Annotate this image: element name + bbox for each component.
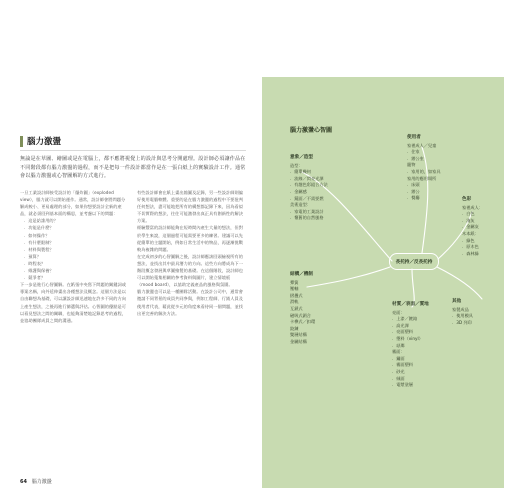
branch-misc	[452, 299, 473, 326]
branch-heading: 色彩	[462, 197, 472, 202]
section-marker	[20, 136, 23, 147]
body-column-left	[20, 189, 129, 324]
branch-item: 鉸鍊	[290, 325, 299, 331]
branch-item: ．床頭	[407, 182, 420, 188]
branch-item: ．綠色	[462, 237, 475, 243]
paragraph: 腦力激盪也可以是一種團隊活動。在設計公司中，通常會邀請不同背景的成員共同參與，例如工程師、行銷人員及使用者代表，藉此從多元的角度來看待同一個問題，並找出更完善的解決方法。	[137, 289, 243, 316]
list-item: ．預算？	[24, 253, 41, 259]
branch-item: ．高光澤	[392, 322, 409, 328]
mind-map-center-node: 長托持／反長托持	[389, 253, 439, 270]
branch-item: 雙層結構	[290, 332, 307, 338]
connector-material	[307, 267, 390, 287]
branch-item: 美術造型：	[290, 202, 311, 208]
branch-item: 彈簧	[290, 279, 299, 285]
list-item: ．時程表？	[24, 260, 46, 266]
section-divider	[20, 150, 246, 151]
branch-item: ．鏽面	[392, 355, 405, 361]
branch-item: 互鎖式	[290, 305, 303, 311]
branch-item: ．上漆／鍍鉻	[392, 316, 418, 322]
branch-user	[407, 135, 441, 202]
branch-item: ．家電的工業設計	[290, 208, 324, 214]
branch-heading: 材質／表面／質地	[392, 302, 429, 307]
branch-heading: 使用者	[407, 135, 421, 140]
paragraph: 在完成初步的心智圖解之後，設計師應該回頭檢視所有的想法，並找出其中最具潛力的方向。這些方向將成為下一階段概念發展與草圖繪製的基礎。在這個階段，設計師也可以開始蒐集相關的參考資料與圖片，建立情境板（mood board），以協助定義產品的風格與氛圍。	[137, 253, 243, 288]
branch-item: ．森林綠	[462, 250, 479, 256]
paragraph: 一旦工業設計師接受設計的「爆炸圖」（exploded view），腦力就可以開始運作。通常，設計師會將問題分解成較小、更易處理的部分，如果你想要設計全新的產品，就必須回到基本面的構思，並考慮以下的問題：	[20, 190, 126, 217]
branch-material	[290, 272, 315, 346]
branch-heading: 意象／造型	[290, 155, 313, 160]
mind-map-panel	[262, 77, 504, 488]
branch-item: 寵物	[407, 162, 416, 168]
branch-item: 磁吸式鎖合	[290, 312, 311, 318]
page-number: 64	[20, 479, 27, 485]
branch-item: 卡榫式／扣環	[290, 319, 316, 325]
branch-item: ．金屬灰	[462, 224, 479, 230]
list-item: ．這是給誰用的？	[24, 218, 58, 224]
list-item: ．功能是什麼？	[24, 225, 54, 231]
paragraph: 有些設計師會在紙上畫出縮圖及記錄，另一些設計師則偏好使用電腦軟體。重要的是在腦力激盪的過程中不要批判任何想法，盡可能地把所有的構想都記錄下來，因為看似不切實際的想法，往往可能激發出真正具有創新性的解決方案。	[137, 190, 243, 224]
branch-item: ．簡單幾何	[290, 169, 311, 175]
footer-chapter-title: 腦力激盪	[31, 479, 52, 485]
branch-heading: 其他	[452, 299, 462, 304]
connector-misc	[437, 267, 482, 299]
branch-item: 亮面：	[392, 309, 405, 315]
paragraph: 經驗豐富的設計師能夠在短時間內產生大量的想法，但對於學生來說，這個過程可能需要更多的練習。建議可以先從簡單的主題開始，例如日常生活中的物品，再逐漸挑戰較為複雜的問題。	[137, 225, 243, 252]
branch-item: 造型：	[290, 162, 303, 168]
list-item: ．維護與保養？	[24, 268, 54, 274]
branch-item: ．流線／閃亮光澤	[290, 175, 324, 181]
body-column-right	[137, 189, 246, 317]
branch-item: ．亮面塑料	[392, 329, 413, 335]
list-item: ．競爭者？	[24, 275, 46, 281]
branch-item: ．懷舊的自然風格	[290, 215, 324, 221]
intro-paragraph: 無論是在草圖、繪圖或是在電腦上，都不應將視覺上的設計與思考分開處理。設計師必須讓作品在不同階段都有腦力激盪的過程，而不是把每一件設計都當作是在一張白紙上的實驗設計工作。通常會以腦力激盪或心智圖解的方式進行。	[20, 156, 246, 180]
branch-item: ．金屬感	[290, 188, 307, 194]
branch-item: ．有趣色彩組合方法	[290, 182, 328, 188]
branch-item: 摺疊式	[290, 292, 303, 298]
branch-item: ．白色	[462, 211, 475, 217]
branch-item: 木本紙：	[462, 230, 479, 236]
branch-concept	[290, 155, 328, 222]
branch-item: ．原木色	[462, 244, 479, 250]
mind-map-title: 腦力激盪心智圖	[290, 127, 333, 134]
branch-item: ．餐廳	[407, 195, 420, 201]
section-title: 腦力激盪	[27, 137, 62, 147]
branch-item: 家裡成人／兒童	[407, 142, 437, 148]
branch-item: 家用的應用場所	[407, 175, 437, 181]
branch-color	[462, 197, 483, 257]
section-header	[20, 135, 61, 147]
branch-item: ．砂光	[392, 368, 405, 374]
branch-item: ．住家	[407, 149, 420, 155]
left-page	[20, 0, 255, 500]
branch-finish	[392, 302, 429, 389]
branch-item: ．絨面	[392, 375, 405, 381]
branch-item: ．琺瑯	[392, 342, 405, 348]
list-item: ．有什麼限制？	[24, 239, 54, 245]
branch-item: ．使用模具	[452, 313, 473, 319]
branch-item: 家製成品	[452, 306, 469, 312]
branch-item: ．電漿塗層	[392, 382, 413, 388]
branch-item: ．3D 列印	[452, 319, 472, 325]
list-item: ．如何操作？	[24, 232, 50, 238]
list-item: ．材料與製程？	[24, 246, 54, 252]
branch-heading: 結構／機制	[290, 272, 313, 277]
branch-item: 滑軌	[290, 299, 299, 305]
branch-item: ．家用的，如家具	[407, 168, 441, 174]
branch-item: ．淺灰	[462, 217, 475, 223]
branch-item: 金屬結構	[290, 338, 307, 344]
branch-item: 霧面：	[392, 349, 405, 355]
branch-item: ．辦公室	[407, 155, 424, 161]
branch-item: ．塑料（vinyl）	[392, 335, 423, 341]
page-footer	[20, 478, 52, 485]
branch-item: 壓軸	[290, 286, 299, 292]
branch-item: ．鏡面／不需要燃	[290, 195, 324, 201]
branch-item: ．霧面塑料	[392, 362, 413, 368]
branch-item: ．辦公	[407, 188, 420, 194]
branch-item: 家裡成人：	[462, 204, 483, 210]
paragraph: 下一步是進行心智圖解。在紙張中央寫下問題的關鍵詞或專案名稱，向外延伸畫出各種想法及概念。這個方法是以自由聯想為基礎，可以讓設計師迅速地在許多不同的方向上產生想法，之後再進行篩選與評估。心智圖的優點是可以看見想法之間的關聯，也能夠清楚地記錄思考的過程，並協助團隊成員之間的溝通。	[20, 282, 126, 323]
